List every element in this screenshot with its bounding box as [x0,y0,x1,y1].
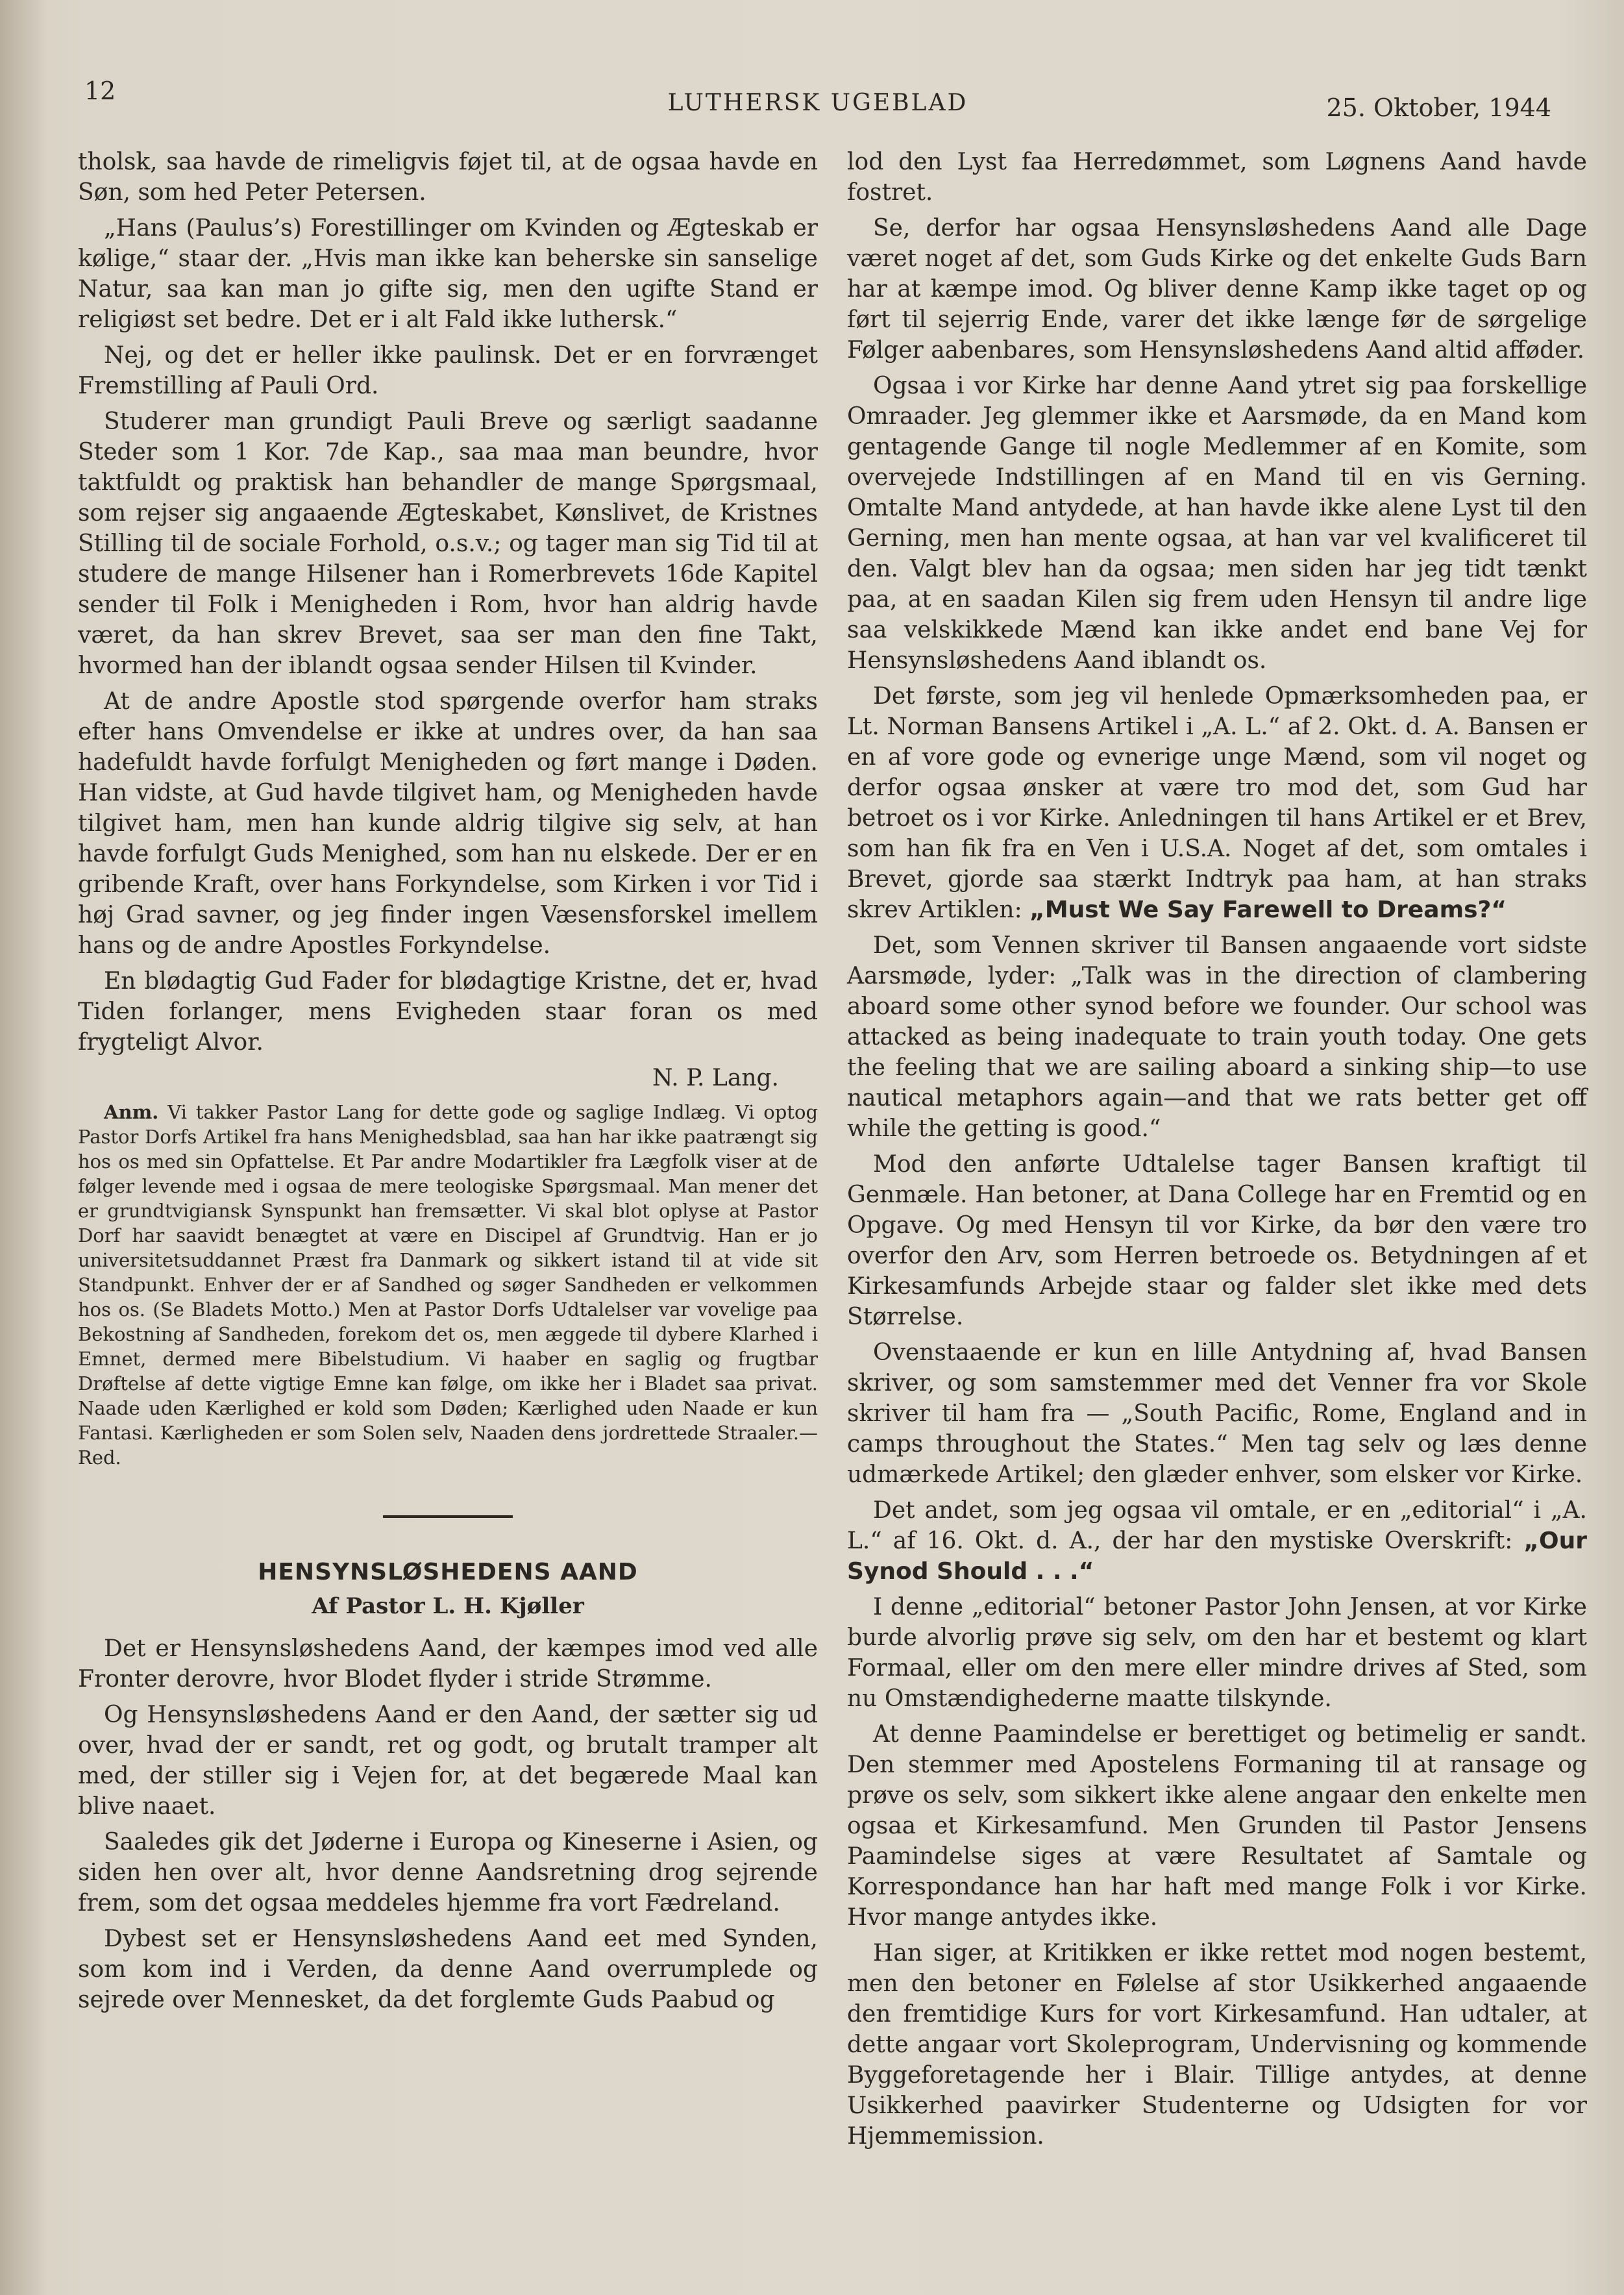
left-column [78,147,818,2020]
paragraph: En blødagtig Gud Fader for blødagtige Kristne, det er, hvad Tiden forlanger, mens Evigheden staar foran os med frygteligt Alvor. [78,968,818,1056]
paragraph: At denne Paamindelse er berettiget og betimelig er sandt. Den stemmer med Apostelens Formaning til at ransage og prøve os selv, som sikkert ikke alene angaar den enkelte men ogsaa et Kirkesamfund. Men Grunden til Pastor Jensens Paamindelse siges at være Resultatet af Samtale og Korrespondance han har haft med mange Folk i vor Kirke. Hvor mange antydes ikke. [847,1721,1587,1931]
page-number: 12 [84,77,116,105]
article-reference-title: „Must We Say Farewell to Dreams?“ [1029,897,1507,923]
paragraph: Nej, og det er heller ikke paulinsk. Det er en forvrænget Fremstilling af Pauli Ord. [78,342,818,399]
paragraph: Saaledes gik det Jøderne i Europa og Kineserne i Asien, og siden hen over alt, hvor denne Aandsretning drog sejrende frem, som det ogsaa meddeles hjemme fra vort Fædreland. [78,1829,818,1917]
right-column [847,147,1587,2157]
paragraph-text: Det andet, som jeg ogsaa vil omtale, er en „editorial“ i „A. L.“ af 16. Okt. d. A., der har den mystiske Overskrift: [847,1497,1587,1554]
article-title: HENSYNSLØSHEDENS AAND [258,1559,638,1585]
paragraph: Det, som Vennen skriver til Bansen angaaende vort sidste Aarsmøde, lyder: „Talk was in the direction of clambering aboard some other synod before we founder. Our school was attacked as being inadequate to train youth today. One gets the feeling that we are sailing aboard a sinking ship—to use nautical metaphors again—and that we rats better get off while the getting is good.“ [847,932,1587,1142]
paragraph: Dybest set er Hensynsløshedens Aand eet med Synden, som kom ind i Verden, da denne Aand overrumplede og sejrede over Mennesket, da det forglemte Guds Paabud og [78,1926,818,2013]
page-header [84,77,1551,122]
paragraph: Ovenstaaende er kun en lille Antydning af, hvad Bansen skriver, og som samstemmer med det Venner fra vor Skole skriver til ham fra — „South Pacific, Rome, England and in camps throughout the States.“ Men tag selv og læs denne udmærkede Artikel; den glæder enhver, som elsker vor Kirke. [847,1339,1587,1488]
editor-note [78,1100,818,1470]
paragraph-text: Det første, som jeg vil henlede Opmærksomheden paa, er Lt. Norman Bansens Artikel i „A. L.“ af 2. Okt. d. A. Bansen er en af vore gode og evnerige unge Mænd, som vil noget og derfor ogsaa ønsker at være tro mod det, som Gud har betroet os i vor Kirke. Anledningen til hans Artikel er et Brev, som han fik fra en Ven i U.S.A. Noget af det, som omtales i Brevet, gjorde saa stærkt Indtryk paa ham, at han straks skrev Artiklen: [847,683,1587,923]
paragraph: Det er Hensynsløshedens Aand, der kæmpes imod ved alle Fronter derovre, hvor Blodet flyder i stride Strømme. [78,1635,818,1693]
paragraph [847,1495,1587,1587]
author-signature: N. P. Lang. [652,1065,779,1091]
paragraph: Mod den anførte Udtalelse tager Bansen kraftigt til Genmæle. Han betoner, at Dana College har en Fremtid og en Opgave. Og med Hensyn til vor Kirke, da bør den være tro overfor den Arv, som Herren betroede os. Betydningen af et Kirkesamfunds Arbejde staar og falder slet ikke med dets Størrelse. [847,1151,1587,1330]
editor-note-label: Anm. [104,1101,159,1123]
paragraph: Se, derfor har ogsaa Hensynsløshedens Aand alle Dage været noget af det, som Guds Kirke og det enkelte Guds Barn har at kæmpe imod. Og bliver denne Kamp ikke taget op og ført til sejerrig Ende, varer det ikke længe før de sørgelige Følger aabenbares, som Hensynsløshedens Aand altid afføder. [847,215,1587,364]
article-byline: Af Pastor L. H. Kjøller [312,1593,584,1619]
page-fold-shadow [0,0,47,2295]
editor-note-text: Vi takker Pastor Lang for dette gode og saglige Indlæg. Vi optog Pastor Dorfs Artikel fra hans Menighedsblad, saa han har ikke paatrængt sig hos os med sin Opfattelse. Et Par andre Modartikler fra Lægfolk viser at de følger levende med i ogsaa de mere teologiske Spørgsmaal. Man mener det er grundtvigiansk Synspunkt han fremsætter. Vi skal blot oplyse at Pastor Dorf har saavidt benægtet at være en Discipel af Grundtvig. Han er jo universitetsuddannet Præst fra Danmark og sikkert istand til at vide sit Standpunkt. Enhver der er af Sandhed og søger Sandheden er velkommen hos os. (Se Bladets Motto.) Men at Pastor Dorfs Udtalelser var vovelige paa Bekostning af Sandheden, forekom det os, men æggede til dybere Klarhed i Emnet, dermed mere Bibelstudium. Vi haaber en saglig og frugtbar Drøftelse af dette vigtige Emne kan følge, om ikke her i Bladet saa privat. Naade uden Kærlighed er kold som Døden; Kærlighed uden Naade er kun Fantasi. Kærligheden er som Solen selv, Naaden dens jordrettede Straaler.—Red. [78,1101,818,1469]
paragraph: I denne „editorial“ betoner Pastor John Jensen, at vor Kirke burde alvorlig prøve sig selv, om den har et bestemt og klart Formaal, eller om den mere eller mindre drives af Sted, som nu Omstændighederne maatte tilskynde. [847,1594,1587,1712]
editorial-reference-title: „Our Synod Should . . .“ [847,1528,1587,1585]
paragraph: tholsk, saa havde de rimeligvis føjet til, at de ogsaa havde en Søn, som hed Peter Petersen. [78,149,818,206]
paragraph: lod den Lyst faa Herredømmet, som Løgnens Aand havde fostret. [847,149,1587,206]
paragraph [847,681,1587,925]
paragraph: „Hans (Paulus’s) Forestillinger om Kvinden og Ægteskab er kølige,“ staar der. „Hvis man ikke kan beherske sin sanselige Natur, saa kan man jo gifte sig, men den ugifte Stand er religiøst set bedre. Det er i alt Fald ikke luthersk.“ [78,215,818,333]
paper-title: LUTHERSK UGEBLAD [667,90,968,116]
paragraph: Og Hensynsløshedens Aand er den Aand, der sætter sig ud over, hvad der er sandt, ret og godt, og brutalt tramper alt med, der stiller sig i Vejen for, at det begærede Maal kan blive naaet. [78,1702,818,1820]
paragraph: Han siger, at Kritikken er ikke rettet mod nogen bestemt, men den betoner en Følelse af stor Usikkerhed angaaende den fremtidige Kurs for vort Kirkesamfund. Han udtaler, at dette angaar vort Skoleprogram, Undervisning og kommende Byggeforetagende her i Blair. Tillige antydes, at denne Usikkerhed paavirker Studenterne og Udsigten for vor Hjemmemission. [847,1940,1587,2150]
paragraph: Ogsaa i vor Kirke har denne Aand ytret sig paa forskellige Omraader. Jeg glemmer ikke et Aarsmøde, da en Mand kom gentagende Gange til nogle Medlemmer af en Komite, som overvejede Indstillingen af en Mand til en vis Gerning. Omtalte Mand antydede, at han havde ikke alene Lyst til den Gerning, men han mente ogsaa, at han var vel kvalificeret til den. Valgt blev han da ogsaa; men siden har jeg tidt tænkt paa, at en saadan Kilen sig frem uden Hensyn til andre lige saa velskikkede Mænd kan ikke andet end bane Vej for Hensynsløshedens Aand iblandt os. [847,373,1587,674]
paragraph: Studerer man grundigt Pauli Breve og særligt saadanne Steder som 1 Kor. 7de Kap., saa maa man beundre, hvor taktfuldt og praktisk han behandler de mange Spørgsmaal, som rejser sig angaaende Ægteskabet, Kønslivet, de Kristnes Stilling til de sociale Forhold, o.s.v.; og tager man sig Tid til at studere de mange Hilsener han i Romerbrevets 16de Kapitel sender til Folk i Menigheden i Rom, hvor han aldrig havde været, da han skrev Brevet, saa ser man den fine Takt, hvormed han der iblandt ogsaa sender Hilsen til Kvinder. [78,408,818,679]
paragraph: At de andre Apostle stod spørgende overfor ham straks efter hans Omvendelse er ikke at undres over, da han saa hadefuldt havde forfulgt Menigheden og ført mange i Døden. Han vidste, at Gud havde tilgivet ham, og Menigheden havde tilgivet ham, men han kunde aldrig tilgive sig selv, at han havde forfulgt Guds Menighed, som han nu elskede. Der er en gribende Kraft, over hans Forkyndelse, som Kirken i vor Tid i høj Grad savner, og jeg finder ingen Væsensforskel imellem hans og de andre Apostles Forkyndelse. [78,688,818,959]
section-divider [383,1515,513,1518]
issue-date: 25. Oktober, 1944 [1326,93,1551,122]
